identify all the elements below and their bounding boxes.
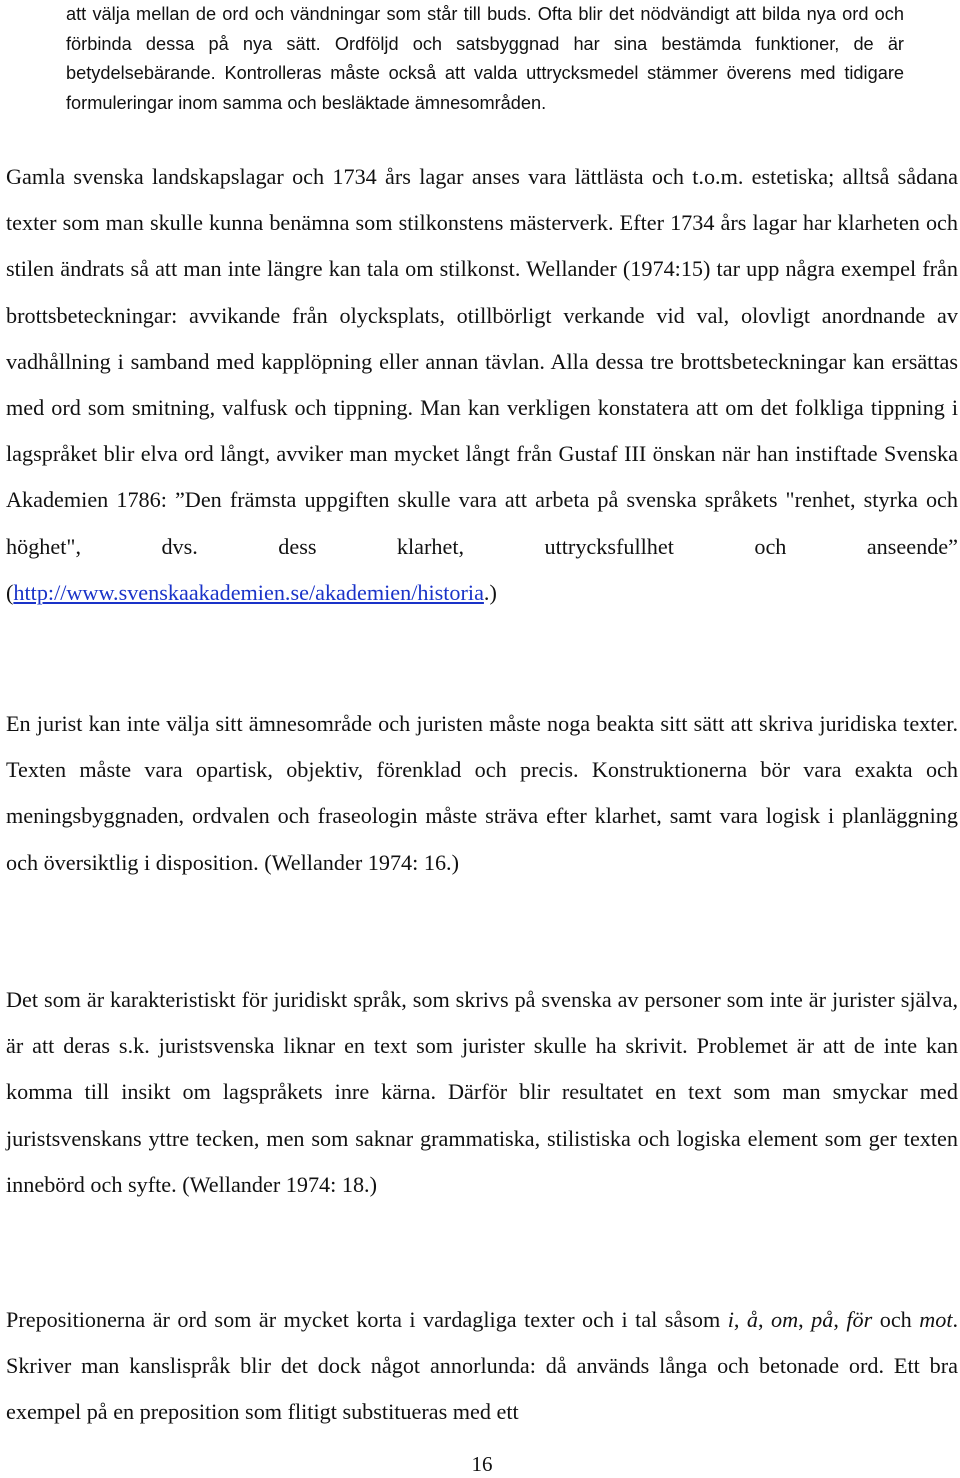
text-segment: , bbox=[833, 1307, 847, 1332]
text-segment: , bbox=[733, 1307, 747, 1332]
paragraph-prepositioner bbox=[6, 1297, 958, 1436]
example-word: mot bbox=[919, 1307, 953, 1332]
text-segment: , bbox=[798, 1307, 812, 1332]
paragraph-intro: att välja mellan de ord och vändningar som står till buds. Ofta blir det nödvändigt att bilda nya ord och förbinda dessa på nya sätt. Ordföljd och satsbyggnad har sina bestämda funktioner, de är betydelsebärande. Kontrolleras måste också att valda uttrycksmedel stämmer överens med tidigare formuleringar inom samma och besläktade ämnesområden. bbox=[66, 4, 904, 113]
text-segment: , bbox=[758, 1307, 772, 1332]
paragraph-jurist: En jurist kan inte välja sitt ämnesområde och juristen måste noga beakta sitt sätt att skriva juridiska texter. Texten måste vara opartisk, objektiv, förenklad och precis. Konstruktionerna bör vara exakta och meningsbyggnaden, ordvalen och fraseologin måste sträva efter klarhet, samt vara logisk i planläggning och översiktlig i disposition. (Wellander 1974: 16.) bbox=[6, 711, 958, 875]
document-page bbox=[6, 0, 958, 1478]
text-segment: och bbox=[872, 1307, 920, 1332]
example-word: i bbox=[727, 1307, 734, 1332]
paragraph-text-end: .) bbox=[483, 579, 497, 605]
example-word: för bbox=[846, 1307, 873, 1332]
paragraph-text: Gamla svenska landskapslagar och 1734 års lagar anses vara lättlästa och t.o.m. estetiska; alltså sådana texter som man skulle kunna benämna som stilkonstens mästerverk. Efter 1734 års lagar har klarheten och stilen ändrats så att man inte längre kan tala om stilkonst. Wellander (1974:15) tar upp några exempel från brottsbeteckningar: avvikande från olycksplats, otillbörligt verkande vid val, olovligt anordnande av vadhållning i samband med kapplöpning eller annan tävlan. Alla dessa tre brottsbeteckningar kan ersättas med ord som smitning, valfusk och tippning. Man kan verkligen konstatera att om det folkliga tippning i lagspråket blir elva ord långt, avviker man mycket långt från Gustaf III önskan när han instiftade Svenska Akademien 1786: ”Den främsta uppgiften skulle vara att arbeta på svenska språkets "renhet, styrka och höghet", dvs. dess klarhet, uttrycksfullhet och anseende” ( bbox=[6, 164, 958, 605]
paragraph-juristsvenska: Det som är karakteristiskt för juridiskt språk, som skrivs på svenska av personer som inte är jurister själva, är att deras s.k. juristsvenska liknar en text som jurister skulle ha skrivit. Problemet är att de inte kan komma till insikt om lagspråkets inre kärna. Därför blir resultatet en text som man smyckar med juristsvenskans yttre tecken, men som saknar grammatiska, stilistiska och logiska element som ger texten innebörd och syfte. (Wellander 1974: 18.) bbox=[6, 987, 958, 1197]
svenska-akademien-link[interactable]: http://www.svenskaakademien.se/akademien/historia bbox=[13, 579, 484, 605]
example-word: på bbox=[811, 1307, 834, 1332]
page-number: 16 bbox=[471, 1452, 493, 1476]
paragraph-landskapslagar bbox=[6, 154, 958, 616]
text-segment: Prepositionerna är ord som är mycket korta i vardagliga texter och i tal såsom bbox=[6, 1307, 728, 1332]
example-word: om bbox=[771, 1307, 799, 1332]
text-segment: . Skriver man kanslispråk blir det dock något annorlunda: då används långa och betonade ord. Ett bra exempel på en preposition som flitigt substitueras med ett bbox=[6, 1307, 959, 1425]
example-word: å bbox=[746, 1307, 758, 1332]
